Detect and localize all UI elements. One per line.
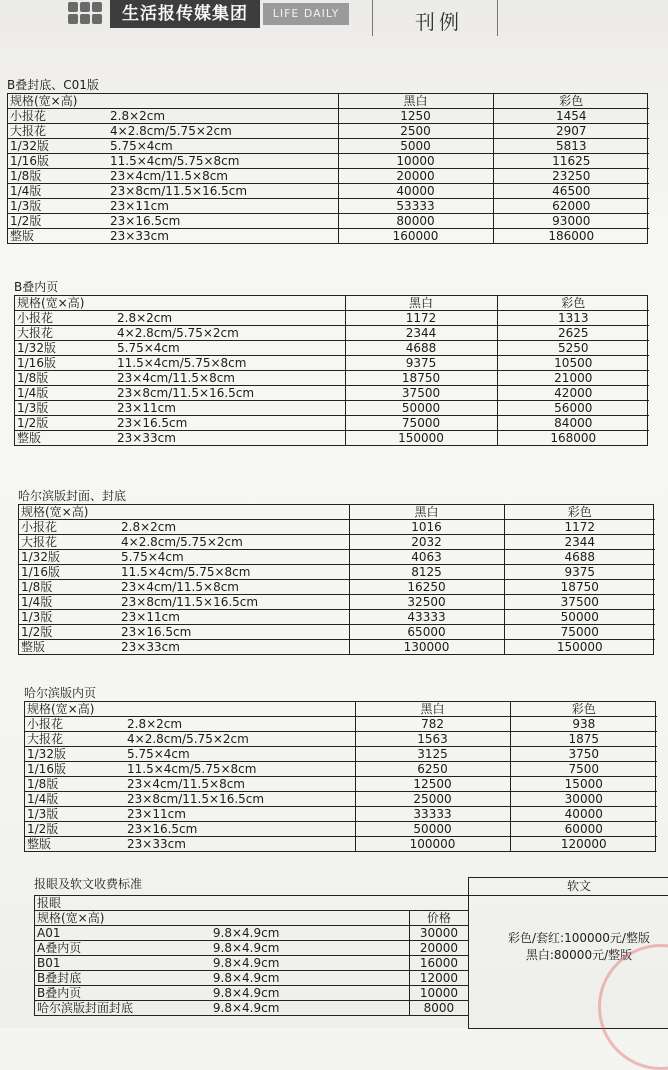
table-row — [15, 401, 649, 416]
ad-size-cell: 23×11cm — [121, 807, 355, 822]
color-price-cell: 2344 — [504, 535, 655, 550]
color-price-cell: 168000 — [497, 431, 649, 446]
bw-price-cell: 2032 — [349, 535, 504, 550]
ad-size-cell: 4×2.8cm/5.75×2cm — [121, 732, 355, 747]
table-row — [15, 386, 649, 401]
table-row — [19, 595, 655, 610]
table-row — [25, 747, 657, 762]
table-row — [25, 762, 657, 777]
table-row — [8, 154, 649, 169]
color-price-cell: 9375 — [504, 565, 655, 580]
ad-price-cell: 30000 — [409, 926, 468, 941]
section-title: 报眼及软文收费标准 — [34, 877, 143, 891]
rate-section — [18, 489, 654, 655]
col-bw-header: 黑白 — [338, 94, 493, 109]
table-row — [19, 550, 655, 565]
sub-title: 报眼 — [35, 896, 469, 911]
bw-price-cell: 8125 — [349, 565, 504, 580]
ad-name-cell: 1/2版 — [25, 822, 121, 837]
color-price-cell: 3750 — [510, 747, 657, 762]
bw-price-cell: 782 — [355, 717, 510, 732]
soft-article-title: 软文 — [469, 878, 668, 896]
ad-name-cell: 大报花 — [25, 732, 121, 747]
ad-size-cell: 2.8×2cm — [117, 311, 173, 325]
table-row — [8, 184, 649, 199]
rate-table — [25, 702, 657, 851]
ad-name-cell: B叠内页 — [35, 986, 205, 1001]
bw-price-cell: 12500 — [355, 777, 510, 792]
color-price-cell: 938 — [510, 717, 657, 732]
ad-name-cell: 1/3版 — [15, 401, 111, 416]
color-price-cell: 21000 — [497, 371, 649, 386]
ad-name-cell: 1/32版 — [8, 139, 104, 154]
table-row — [25, 777, 657, 792]
ad-size-cell: 9.8×4.9cm — [205, 941, 409, 956]
ad-size-cell: 23×4cm/11.5×8cm — [121, 777, 355, 792]
bw-price-cell: 1250 — [338, 109, 493, 124]
bw-price-cell: 53333 — [338, 199, 493, 214]
rate-table — [15, 296, 649, 445]
ad-size-cell: 5.75×4cm — [121, 747, 355, 762]
ad-price-cell: 12000 — [409, 971, 468, 986]
bw-price-cell: 2344 — [345, 326, 497, 341]
ad-size-cell: 23×16.5cm — [121, 822, 355, 837]
ad-name-cell: A叠内页 — [35, 941, 205, 956]
bw-price-cell: 3125 — [355, 747, 510, 762]
bw-price-cell: 4688 — [345, 341, 497, 356]
ad-size-cell: 23×33cm — [121, 837, 355, 852]
page-header — [0, 0, 668, 40]
color-price-cell: 84000 — [497, 416, 649, 431]
color-price-cell: 2907 — [493, 124, 649, 139]
table-row — [25, 837, 657, 852]
table-row — [8, 169, 649, 184]
color-price-cell: 186000 — [493, 229, 649, 244]
ad-size-cell: 23×33cm — [104, 229, 338, 244]
ad-size-cell: 9.8×4.9cm — [205, 986, 409, 1001]
col-spec-header: 规格(宽×高) — [19, 505, 349, 520]
ad-name-cell: 1/2版 — [15, 416, 111, 431]
ad-size-cell: 23×4cm/11.5×8cm — [115, 580, 349, 595]
table-row — [19, 535, 655, 550]
ad-name-cell: 小报花 — [21, 520, 58, 534]
bw-price-cell: 80000 — [338, 214, 493, 229]
header-divider — [497, 0, 498, 36]
ad-size-cell: 23×8cm/11.5×16.5cm — [115, 595, 349, 610]
color-price-cell: 56000 — [497, 401, 649, 416]
table-row — [25, 822, 657, 837]
ad-size-cell: 9.8×4.9cm — [205, 926, 409, 941]
logo-text: 生活报传媒集团 — [110, 0, 260, 28]
table-row — [25, 732, 657, 747]
ad-price-cell: 16000 — [409, 956, 468, 971]
ad-eye-table — [34, 895, 468, 1016]
ad-size-cell: 2.8×2cm — [121, 520, 177, 534]
ad-size-cell: 9.8×4.9cm — [205, 1001, 409, 1016]
color-price-cell: 46500 — [493, 184, 649, 199]
bw-price-cell: 40000 — [338, 184, 493, 199]
bw-price-cell: 9375 — [345, 356, 497, 371]
ad-size-cell: 23×16.5cm — [115, 625, 349, 640]
ad-name-cell: 哈尔滨版封面封底 — [35, 1001, 205, 1016]
rate-section — [24, 686, 656, 852]
table-row — [15, 341, 649, 356]
ad-size-cell: 4×2.8cm/5.75×2cm — [111, 326, 345, 341]
ad-name-cell: 整版 — [19, 640, 115, 655]
bw-price-cell: 32500 — [349, 595, 504, 610]
table-row — [8, 229, 649, 244]
ad-name-cell: 1/8版 — [8, 169, 104, 184]
ad-size-cell: 2.8×2cm — [127, 717, 183, 731]
ad-eye-section — [34, 877, 658, 1027]
ad-size-cell: 11.5×4cm/5.75×8cm — [121, 762, 355, 777]
bw-price-cell: 130000 — [349, 640, 504, 655]
bw-price-cell: 50000 — [355, 822, 510, 837]
table-row — [15, 431, 649, 446]
ad-size-cell: 11.5×4cm/5.75×8cm — [111, 356, 345, 371]
bw-price-cell: 18750 — [345, 371, 497, 386]
color-price-cell: 30000 — [510, 792, 657, 807]
bw-price-cell: 2500 — [338, 124, 493, 139]
ad-name-cell: 1/3版 — [25, 807, 121, 822]
header-divider — [372, 0, 373, 36]
ad-name-cell: 1/8版 — [25, 777, 121, 792]
table-row — [25, 717, 657, 732]
rate-table — [8, 94, 649, 243]
color-price-cell: 7500 — [510, 762, 657, 777]
logo-sub: LIFE DAILY — [263, 3, 349, 25]
ad-name-cell: B01 — [35, 956, 205, 971]
ad-name-cell: B叠封底 — [35, 971, 205, 986]
color-price-cell: 50000 — [504, 610, 655, 625]
ad-price-cell: 10000 — [409, 986, 468, 1001]
table-row — [35, 926, 469, 941]
ad-name-cell: 1/3版 — [8, 199, 104, 214]
col-color-header: 彩色 — [510, 702, 657, 717]
ad-name-cell: 1/4版 — [15, 386, 111, 401]
bw-price-cell: 10000 — [338, 154, 493, 169]
table-row — [35, 971, 469, 986]
color-price-cell: 5250 — [497, 341, 649, 356]
soft-bw-rate: 黑白:80000元/整版 — [525, 948, 633, 962]
section-title: 哈尔滨版封面、封底 — [18, 489, 127, 503]
ad-size-cell: 23×8cm/11.5×16.5cm — [121, 792, 355, 807]
color-price-cell: 15000 — [510, 777, 657, 792]
ad-size-cell: 23×33cm — [111, 431, 345, 446]
ad-name-cell: 大报花 — [15, 326, 111, 341]
ad-name-cell: 1/16版 — [25, 762, 121, 777]
ad-name-cell: 大报花 — [8, 124, 104, 139]
bw-price-cell: 6250 — [355, 762, 510, 777]
color-price-cell: 1454 — [493, 109, 649, 124]
col-color-header: 彩色 — [504, 505, 655, 520]
table-row — [8, 199, 649, 214]
color-price-cell: 37500 — [504, 595, 655, 610]
bw-price-cell: 33333 — [355, 807, 510, 822]
color-price-cell: 18750 — [504, 580, 655, 595]
color-price-cell: 120000 — [510, 837, 657, 852]
ad-size-cell: 5.75×4cm — [111, 341, 345, 356]
ad-size-cell: 4×2.8cm/5.75×2cm — [115, 535, 349, 550]
color-price-cell: 10500 — [497, 356, 649, 371]
bw-price-cell: 4063 — [349, 550, 504, 565]
table-row — [25, 807, 657, 822]
ad-size-cell: 11.5×4cm/5.75×8cm — [115, 565, 349, 580]
ad-size-cell: 5.75×4cm — [104, 139, 338, 154]
ad-name-cell: 1/2版 — [19, 625, 115, 640]
ad-name-cell: 1/4版 — [25, 792, 121, 807]
bw-price-cell: 20000 — [338, 169, 493, 184]
logo-mark-icon — [68, 2, 106, 28]
table-row — [15, 311, 649, 326]
ad-size-cell: 2.8×2cm — [110, 109, 166, 123]
col-color-header: 彩色 — [493, 94, 649, 109]
color-price-cell: 42000 — [497, 386, 649, 401]
color-price-cell: 75000 — [504, 625, 655, 640]
bw-price-cell: 37500 — [345, 386, 497, 401]
bw-price-cell: 25000 — [355, 792, 510, 807]
table-row — [8, 109, 649, 124]
ad-size-cell: 5.75×4cm — [115, 550, 349, 565]
bw-price-cell: 1172 — [345, 311, 497, 326]
color-price-cell: 60000 — [510, 822, 657, 837]
col-spec: 规格(宽×高) — [35, 911, 410, 926]
bw-price-cell: 43333 — [349, 610, 504, 625]
color-price-cell: 1313 — [497, 311, 649, 326]
col-bw-header: 黑白 — [349, 505, 504, 520]
color-price-cell: 40000 — [510, 807, 657, 822]
table-row — [19, 520, 655, 535]
color-price-cell: 11625 — [493, 154, 649, 169]
ad-size-cell: 11.5×4cm/5.75×8cm — [104, 154, 338, 169]
color-price-cell: 1172 — [504, 520, 655, 535]
color-price-cell: 2625 — [497, 326, 649, 341]
col-color-header: 彩色 — [497, 296, 649, 311]
rate-table — [19, 505, 655, 654]
ad-name-cell: 1/32版 — [15, 341, 111, 356]
rate-section — [14, 280, 648, 446]
section-title: B叠内页 — [14, 280, 59, 294]
ad-name-cell: 小报花 — [17, 311, 54, 325]
table-row — [19, 565, 655, 580]
table-row — [15, 416, 649, 431]
ad-name-cell: 1/16版 — [15, 356, 111, 371]
bw-price-cell: 1016 — [349, 520, 504, 535]
color-price-cell: 93000 — [493, 214, 649, 229]
bw-price-cell: 150000 — [345, 431, 497, 446]
table-row — [19, 610, 655, 625]
ad-size-cell: 23×11cm — [115, 610, 349, 625]
color-price-cell: 4688 — [504, 550, 655, 565]
col-price: 价格 — [409, 911, 468, 926]
soft-color-rate: 彩色/套红:100000元/整版 — [508, 931, 650, 945]
bw-price-cell: 75000 — [345, 416, 497, 431]
ad-name-cell: 1/32版 — [19, 550, 115, 565]
bw-price-cell: 16250 — [349, 580, 504, 595]
ad-name-cell: 小报花 — [27, 717, 64, 731]
col-bw-header: 黑白 — [355, 702, 510, 717]
ad-name-cell: 1/16版 — [19, 565, 115, 580]
color-price-cell: 1875 — [510, 732, 657, 747]
table-row — [35, 956, 469, 971]
ad-size-cell: 23×16.5cm — [111, 416, 345, 431]
ad-name-cell: 小报花 — [10, 109, 47, 123]
ad-size-cell: 9.8×4.9cm — [205, 971, 409, 986]
col-bw-header: 黑白 — [345, 296, 497, 311]
ad-size-cell: 23×16.5cm — [104, 214, 338, 229]
ad-price-cell: 8000 — [409, 1001, 468, 1016]
ad-size-cell: 23×4cm/11.5×8cm — [104, 169, 338, 184]
ad-name-cell: 1/32版 — [25, 747, 121, 762]
table-row — [8, 139, 649, 154]
bw-price-cell: 65000 — [349, 625, 504, 640]
table-row — [35, 1001, 469, 1016]
ad-size-cell: 9.8×4.9cm — [205, 956, 409, 971]
ad-size-cell: 23×11cm — [111, 401, 345, 416]
table-row — [15, 326, 649, 341]
color-price-cell: 150000 — [504, 640, 655, 655]
table-row — [8, 124, 649, 139]
ad-size-cell: 23×11cm — [104, 199, 338, 214]
section-title: 哈尔滨版内页 — [24, 686, 97, 700]
ad-name-cell: 1/16版 — [8, 154, 104, 169]
col-spec-header: 规格(宽×高) — [15, 296, 345, 311]
col-spec-header: 规格(宽×高) — [25, 702, 355, 717]
ad-name-cell: 大报花 — [19, 535, 115, 550]
bw-price-cell: 100000 — [355, 837, 510, 852]
ad-name-cell: 整版 — [25, 837, 121, 852]
ad-name-cell: 整版 — [8, 229, 104, 244]
rate-section — [7, 78, 648, 244]
ad-name-cell: 1/8版 — [15, 371, 111, 386]
ad-name-cell: 1/2版 — [8, 214, 104, 229]
ad-name-cell: 1/8版 — [19, 580, 115, 595]
bw-price-cell: 50000 — [345, 401, 497, 416]
color-price-cell: 62000 — [493, 199, 649, 214]
ad-name-cell: 1/4版 — [8, 184, 104, 199]
table-row — [35, 986, 469, 1001]
table-row — [25, 792, 657, 807]
bw-price-cell: 1563 — [355, 732, 510, 747]
ad-size-cell: 23×4cm/11.5×8cm — [111, 371, 345, 386]
table-row — [19, 625, 655, 640]
color-price-cell: 23250 — [493, 169, 649, 184]
ad-name-cell: 1/3版 — [19, 610, 115, 625]
ad-size-cell: 4×2.8cm/5.75×2cm — [104, 124, 338, 139]
bw-price-cell: 5000 — [338, 139, 493, 154]
ad-size-cell: 23×8cm/11.5×16.5cm — [111, 386, 345, 401]
ad-name-cell: 整版 — [15, 431, 111, 446]
table-row — [19, 640, 655, 655]
table-row — [35, 941, 469, 956]
section-title: B叠封底、C01版 — [7, 78, 99, 92]
table-row — [15, 356, 649, 371]
page-title: 刊例 — [415, 10, 463, 34]
table-row — [8, 214, 649, 229]
ad-name-cell: 1/4版 — [19, 595, 115, 610]
color-price-cell: 5813 — [493, 139, 649, 154]
ad-name-cell: A01 — [35, 926, 205, 941]
bw-price-cell: 160000 — [338, 229, 493, 244]
ad-size-cell: 23×8cm/11.5×16.5cm — [104, 184, 338, 199]
col-spec-header: 规格(宽×高) — [8, 94, 338, 109]
table-row — [15, 371, 649, 386]
ad-size-cell: 23×33cm — [115, 640, 349, 655]
ad-price-cell: 20000 — [409, 941, 468, 956]
table-row — [19, 580, 655, 595]
